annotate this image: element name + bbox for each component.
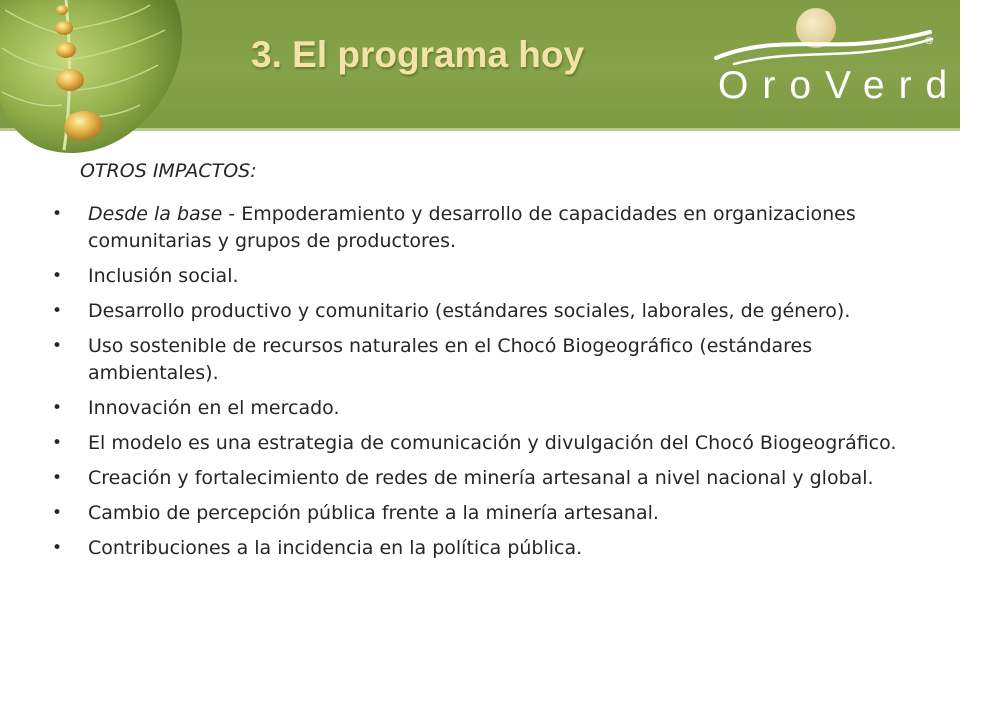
list-item — [52, 263, 912, 290]
section-subtitle: OTROS IMPACTOS: — [80, 160, 257, 182]
list-item-text: Desarrollo productivo y comunitario (estándares sociales, laborales, de género). — [88, 300, 851, 322]
bullet-icon: • — [52, 433, 63, 453]
bullet-icon: • — [52, 503, 63, 523]
bullet-icon: • — [52, 468, 63, 488]
bullet-icon: • — [52, 398, 63, 418]
bullet-icon: • — [52, 538, 63, 558]
list-item — [52, 500, 912, 527]
impact-list — [52, 201, 912, 570]
slide-title: 3. El programa hoy — [251, 34, 585, 75]
list-item-text: El modelo es una estrategia de comunicación y divulgación del Chocó Biogeográfico. — [88, 432, 897, 454]
list-item — [52, 535, 912, 562]
list-item — [52, 430, 912, 457]
list-item-text: Contribuciones a la incidencia en la política pública. — [88, 537, 583, 559]
leaf-gold-nuggets-icon — [0, 0, 200, 160]
list-item-text: Innovación en el mercado. — [88, 397, 340, 419]
bullet-icon: • — [52, 266, 63, 286]
bullet-icon: • — [52, 336, 63, 356]
list-item-text: Creación y fortalecimiento de redes de minería artesanal a nivel nacional y global. — [88, 467, 874, 489]
list-item — [52, 465, 912, 492]
list-item — [52, 298, 912, 325]
list-item-text: Inclusión social. — [88, 265, 239, 287]
list-item — [52, 333, 912, 387]
list-item — [52, 201, 912, 255]
list-item-lead: Desde la base — [88, 203, 223, 225]
logo-wordmark: OroVerde — [718, 64, 997, 107]
list-item — [52, 395, 912, 422]
bullet-icon: • — [52, 204, 63, 224]
list-item-text: - Empoderamiento y desarrollo de capacidades en organizaciones comunitarias y grupos de productores. — [88, 203, 856, 252]
bullet-icon: • — [52, 301, 63, 321]
list-item-text: Uso sostenible de recursos naturales en el Chocó Biogeográfico (estándares ambientales). — [88, 335, 813, 384]
logo-registered-mark: ® — [924, 36, 934, 47]
list-item-text: Cambio de percepción pública frente a la minería artesanal. — [88, 502, 659, 524]
